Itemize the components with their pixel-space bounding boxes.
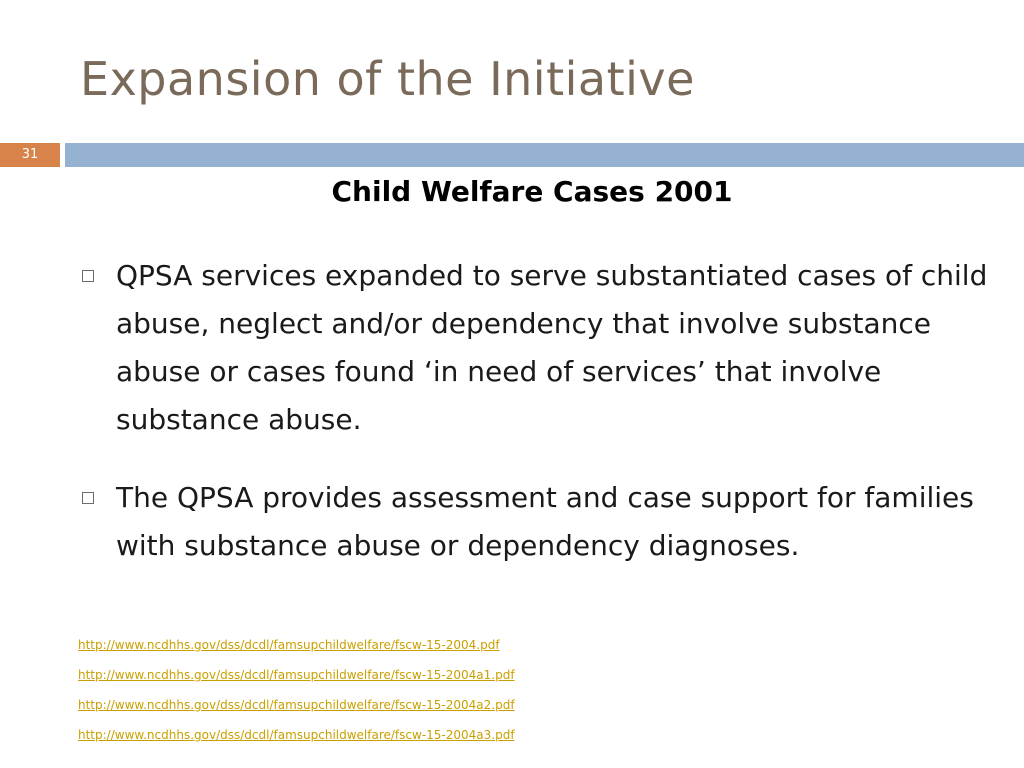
bullet-item [80,252,1000,444]
slide-subtitle: Child Welfare Cases 2001 [331,175,733,208]
reference-link[interactable]: http://www.ncdhhs.gov/dss/dcdl/famsupchildwelfare/fscw-15-2004.pdf [78,638,500,652]
square-bullet-icon [82,492,94,504]
bullet-text: QPSA services expanded to serve substantiated cases of child abuse, neglect and/or dependency that involve substance abuse or cases found ‘in need of services’ that involve substance abuse. [116,259,988,436]
slide-title: Expansion of the Initiative [80,52,695,106]
slide-number-badge: 31 [0,143,60,167]
bullet-item [80,474,1000,570]
bullet-list [80,252,1000,570]
header-bar [65,143,1024,167]
reference-link[interactable]: http://www.ncdhhs.gov/dss/dcdl/famsupchildwelfare/fscw-15-2004a1.pdf [78,668,515,682]
reference-link[interactable]: http://www.ncdhhs.gov/dss/dcdl/famsupchildwelfare/fscw-15-2004a3.pdf [78,728,515,742]
reference-links [78,630,515,750]
bullet-text: The QPSA provides assessment and case support for families with substance abuse or dependency diagnoses. [116,481,974,562]
reference-link[interactable]: http://www.ncdhhs.gov/dss/dcdl/famsupchildwelfare/fscw-15-2004a2.pdf [78,698,515,712]
square-bullet-icon [82,270,94,282]
